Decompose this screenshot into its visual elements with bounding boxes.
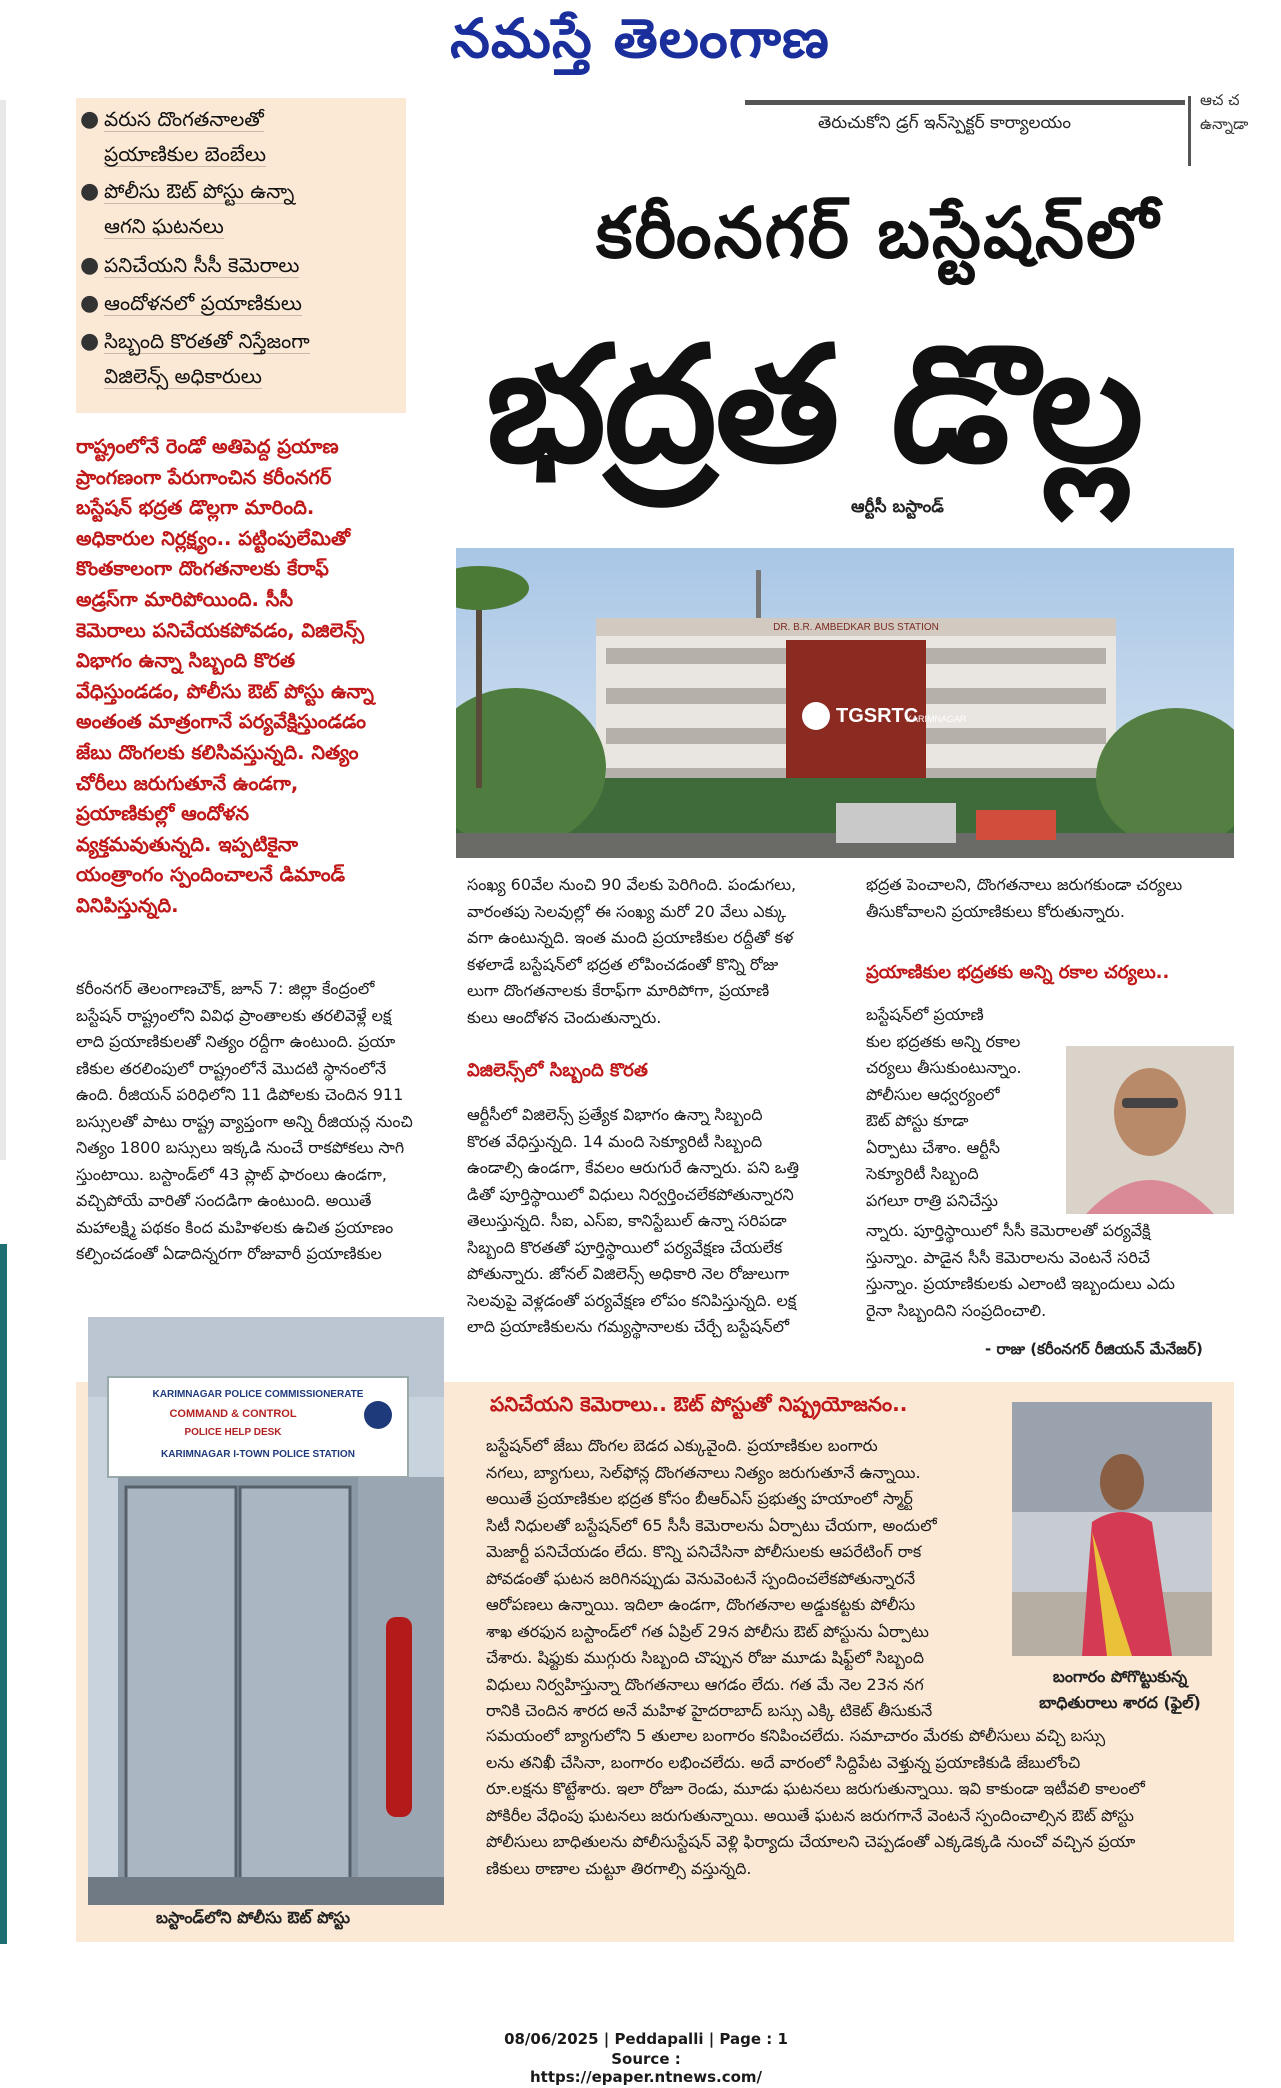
- adjacent-photo-caption: తెరుచుకోని డ్రగ్ ఇన్‌స్పెక్టర్ కార్యాలయం: [818, 113, 1072, 133]
- footer-source-link[interactable]: Source : https://epaper.ntnews.com/: [529, 2050, 763, 2086]
- highlight-item: ● ఆందోళనలో ప్రయాణికులు: [104, 286, 302, 321]
- highlight-item: ● సిబ్బంది కొరతతో నిస్తేజంగా విజిలెన్స్ అధికారులు: [104, 324, 310, 394]
- official-portrait-photo: [1066, 1046, 1234, 1214]
- intro-paragraph: రాష్ట్రంలోనే రెండో అతిపెద్ద ప్రయాణ ప్రాంగణంగా పేరుగాంచిన కరీంనగర్ బస్టేషన్ భద్రత డొల్లగా మారింది. అధికారుల నిర్లక్ష్యం.. పట్టింపులేమితో కొంతకాలంగా దొంగతనాలకు కేరాఫ్ అడ్రస్‌గా మారిపోయింది. సీసీ కెమెరాలు పనిచేయకపోవడం, విజిలెన్స్ విభాగం ఉన్నా సిబ్బంది కొరత వేధిస్తుండడం, పోలీసు ఔట్ పోస్టు ఉన్నా అంతంత మాత్రంగానే పర్యవేక్షిస్తుండడం జేబు దొంగలకు కలిసివస్తున్నది. నిత్యం చోరీలు జరుగుతూనే ఉండగా, ప్రయాణికుల్లో ఆందోళన వ్యక్తమవుతున్నది. ఇప్పటికైనా యంత్రాంగం స్పందించాలనే డిమాండ్ వినిపిస్తున్నది.: [76, 435, 374, 917]
- highlight-item: ● వరుస దొంగతనాలతో ప్రయాణికుల బెంబేలు: [104, 102, 266, 172]
- victim-photo: [1012, 1402, 1212, 1656]
- door-sign-line: POLICE HELP DESK: [184, 1427, 282, 1438]
- column-rule: [1188, 96, 1191, 166]
- feature-paragraph-continued: సమయంలో బ్యాగులోని 5 తులాల బంగారం కనిపించలేదు. సమాచారం మేరకు పోలీసులు వచ్చి బస్సు లను తనిఖీ చేసినా, బంగారం లభించలేదు. అదే వారంలో సిద్దిపేట వెళ్తున్న ప్రయాణికుడి జేబులోంచి రూ.లక్షను కొట్టేశారు. ఇలా రోజూ రెండు, మూడు ఘటనలు జరుగుతున్నాయి. ఇవి కాకుండా ఇటీవలి కాలంలో పోకిరీల వేధింపు ఘటనలు జరుగుతున్నాయి. అయితే ఘటన జరుగగానే వెంటనే స్పందించాల్సిన ఔట్ పోస్టు పోలీసులు బాధితులను పోలీసుస్టేషన్ వెళ్లి ఫిర్యాదు చేయాలని చెప్పడంతో ఎక్కడెక్కడి నుంచో వచ్చిన ప్రయా ణికులు ఠాణాల చుట్టూ తిరగాల్సి వస్తున్నది.: [486, 1726, 1145, 1878]
- official-signature: - రాజు (కరీంనగర్ రీజియన్ మేనేజర్): [985, 1340, 1203, 1358]
- bullet-icon: ●: [80, 179, 100, 204]
- police-outpost-caption: బస్టాండ్‌లోని పోలీసు ఔట్ పోస్టు: [156, 1908, 351, 1927]
- door-sign-line: KARIMNAGAR I-TOWN POLICE STATION: [161, 1449, 355, 1460]
- door-sign-line: KARIMNAGAR POLICE COMMISSIONERATE: [152, 1389, 364, 1400]
- victim-photo-caption: బంగారం పోగొట్టుకున్న బాధితురాలు శారద (ఫైల్): [1039, 1667, 1201, 1712]
- article-column-3: భద్రత పెంచాలని, దొంగతనాలు జరుగకుండా చర్యలు తీసుకోవాలని ప్రయాణికులు కోరుతున్నారు.: [866, 875, 1183, 921]
- vigilance-paragraph: ఆర్టీసీలో విజిలెన్స్ ప్రత్యేక విభాగం ఉన్నా సిబ్బంది కొరత వేధిస్తున్నది. 14 మంది సెక్యూరిటీ సిబ్బంది ఉండాల్సి ఉండగా, కేవలం ఆరుగురే ఉన్నారు. పని ఒత్తి డితో పూర్తిస్థాయిలో విధులు నిర్వర్తించలేకపోతున్నారని తెలుస్తున్నది. సీఐ, ఎస్ఐ, కానిస్టేబుల్ ఉన్నా సరిపడా సిబ్బంది కొరతతో పూర్తిస్థాయిలో పర్యవేక్షణ చేయలేక పోతున్నారు. జోనల్ విజిలెన్స్ అధికారి నెల రోజులుగా సెలవుపై వెళ్లడంతో పర్యవేక్షణ లోపం కనిపిస్తున్నది. లక్ష లాది ప్రయాణికులను గమ్యస్థానాలకు చేర్చే బస్టేషన్‌లో: [467, 1105, 799, 1336]
- feature-paragraph: బస్టేషన్‌లో జేబు దొంగల బెడద ఎక్కువైంది. ప్రయాణికుల బంగారు నగలు, బ్యాగులు, సెల్‌ఫోన్ల దొంగతనాలు నిత్యం జరుగుతూనే ఉన్నాయి. అయితే ప్రయాణికుల భద్రత కోసం బీఆర్ఎస్ ప్రభుత్వ హయాంలో స్మార్ట్ సిటీ నిధులతో బస్టేషన్‌లో 65 సీసీ కెమెరాలను ఏర్పాటు చేయగా, అందులో మెజార్టీ పనిచేయడం లేదు. కొన్ని పనిచేసినా పోలీసులకు ఆపరేటింగ్ రాక పోవడంతో ఘటన జరిగినప్పుడు వెనువెంటనే స్పందించలేకపోతున్నారనే ఆరోపణలు ఉన్నాయి. ఇదిలా ఉండగా, దొంగతనాల అడ్డుకట్టకు పోలీసు శాఖ తరఫున బస్టాండ్‌లో గత ఏప్రిల్ 29న పోలీసు ఔట్ పోస్టును ఏర్పాటు చేశారు. షిఫ్టుకు ముగ్గురు సిబ్బంది చొప్పున రోజు మూడు షిఫ్ట్‌లో సిబ్బంది విధులు నిర్వహిస్తున్నా దొంగతనాలు ఆగడం లేదు. గత మే నెల 23న నగ రానికి చెందిన శారద అనే మహిళ హైదరాబాద్ బస్సు ఎక్కి టికెట్ తీసుకునే: [486, 1436, 937, 1720]
- bullet-icon: ●: [80, 253, 100, 278]
- karimnagar-sign: KARIMNAGAR: [906, 714, 967, 724]
- station-name-sign: DR. B.R. AMBEDKAR BUS STATION: [773, 622, 939, 633]
- highlight-item: ● పోలీసు ఔట్ పోస్టు ఉన్నా ఆగని ఘటనలు: [104, 174, 294, 244]
- left-page-edge: [0, 100, 6, 1160]
- left-page-edge-accent: [0, 1244, 7, 1944]
- highlight-item: ● పనిచేయని సీసీ కెమెరాలు: [104, 248, 299, 283]
- adjacent-article-snippet: ఆచ చ ఉన్నాడా: [1200, 91, 1249, 133]
- vigilance-subheading: విజిలెన్స్‌లో సిబ్బంది కొరత: [467, 1060, 648, 1081]
- official-quote-subheading: ప్రయాణికుల భద్రతకు అన్ని రకాల చర్యలు..: [866, 962, 1170, 983]
- official-quote-continued: న్నారు. పూర్తిస్థాయిలో సీసీ కెమెరాలతో పర్యవేక్షి స్తున్నాం. పాడైన సీసీ కెమెరాలను వెంటనే సరిచే స్తున్నాం. ప్రయాణికులకు ఎలాంటి ఇబ్బందులు ఎదు రైనా సిబ్బందిని సంప్రదించాలి.: [866, 1221, 1175, 1320]
- bullet-icon: ●: [80, 107, 100, 132]
- headline-kicker: కరీంనగర్ బస్టేషన్‌లో: [596, 192, 1161, 274]
- top-rule: [745, 100, 1185, 105]
- bullet-icon: ●: [80, 329, 100, 354]
- feature-subheading: పనిచేయని కెమెరాలు.. ఔట్ పోస్టుతో నిష్ప్రయోజనం..: [490, 1392, 908, 1416]
- byline: ఆర్టీసీ బస్టాండ్: [851, 497, 944, 517]
- official-quote: బస్టేషన్‌లో ప్రయాణి కుల భద్రతకు అన్ని రకాల చర్యలు తీసుకుంటున్నాం. పోలీసుల ఆధ్వర్యంలో ఔట్ పోస్టు కూడా ఏర్పాటు చేశాం. ఆర్టీసీ సెక్యూరిటీ సిబ్బంది పగలూ రాత్రి పనిచేస్తు: [866, 1005, 1022, 1210]
- bullet-icon: ●: [80, 291, 100, 316]
- tgsrtc-sign: TGSRTC: [836, 705, 919, 727]
- headline: భద్రత డొల్ల: [486, 311, 1142, 498]
- masthead-logo: నమస్తే తెలంగాణ: [450, 6, 830, 70]
- article-column-2: సంఖ్య 60వేల నుంచి 90 వేలకు పెరిగింది. పండుగలు, వారంతపు సెలవుల్లో ఈ సంఖ్య మరో 20 వేలు ఎక్కు వగా ఉంటున్నది. ఇంత మంది ప్రయాణికుల రద్దీతో కళ కళలాడే బస్టేషన్‌లో భద్రత లోపించడంతో కొన్ని రోజు లుగా దొంగతనాలకు కేరాఫ్‌గా మారిపోగా, ప్రయాణి కులు ఆందోళన చెందుతున్నారు.: [467, 875, 797, 1027]
- bus-station-photo: [456, 548, 1234, 858]
- door-sign-line: COMMAND & CONTROL: [169, 1408, 297, 1420]
- footer-edition-info: 08/06/2025 | Peddapalli | Page : 1: [504, 2030, 788, 2048]
- police-outpost-photo: [88, 1317, 444, 1905]
- article-column-1: కరీంనగర్ తెలంగాణచౌక్, జూన్ 7: జిల్లా కేంద్రంలో బస్టేషన్ రాష్ట్రంలోని వివిధ ప్రాంతాలకు తరలివెళ్లే లక్ష లాది ప్రయాణికులతో నిత్యం రద్దీగా ఉంటుంది. ప్రయా ణికుల తరలింపులో రాష్ట్రంలోనే మొదటి స్థానంలోనే ఉంది. రీజియన్ పరిధిలోని 11 డిపోలకు చెందిన 911 బస్సులతో పాటు రాష్ట్ర వ్యాప్తంగా అన్ని రీజియన్ల నుంచి నిత్యం 1800 బస్సులు ఇక్కడి నుంచే రాకపోకలు సాగి స్తుంటాయి. బస్టాండ్‌లో 43 ప్లాట్ ఫారంలు ఉండగా, వచ్చిపోయే వారితో సందడిగా ఉంటుంది. అయితే మహాలక్ష్మి పథకం కింద మహిళలకు ఉచిత ప్రయాణం కల్పించడంతో ఏడాదిన్నరగా రోజువారీ ప్రయాణికుల: [76, 979, 413, 1263]
- highlights-box: [76, 98, 406, 413]
